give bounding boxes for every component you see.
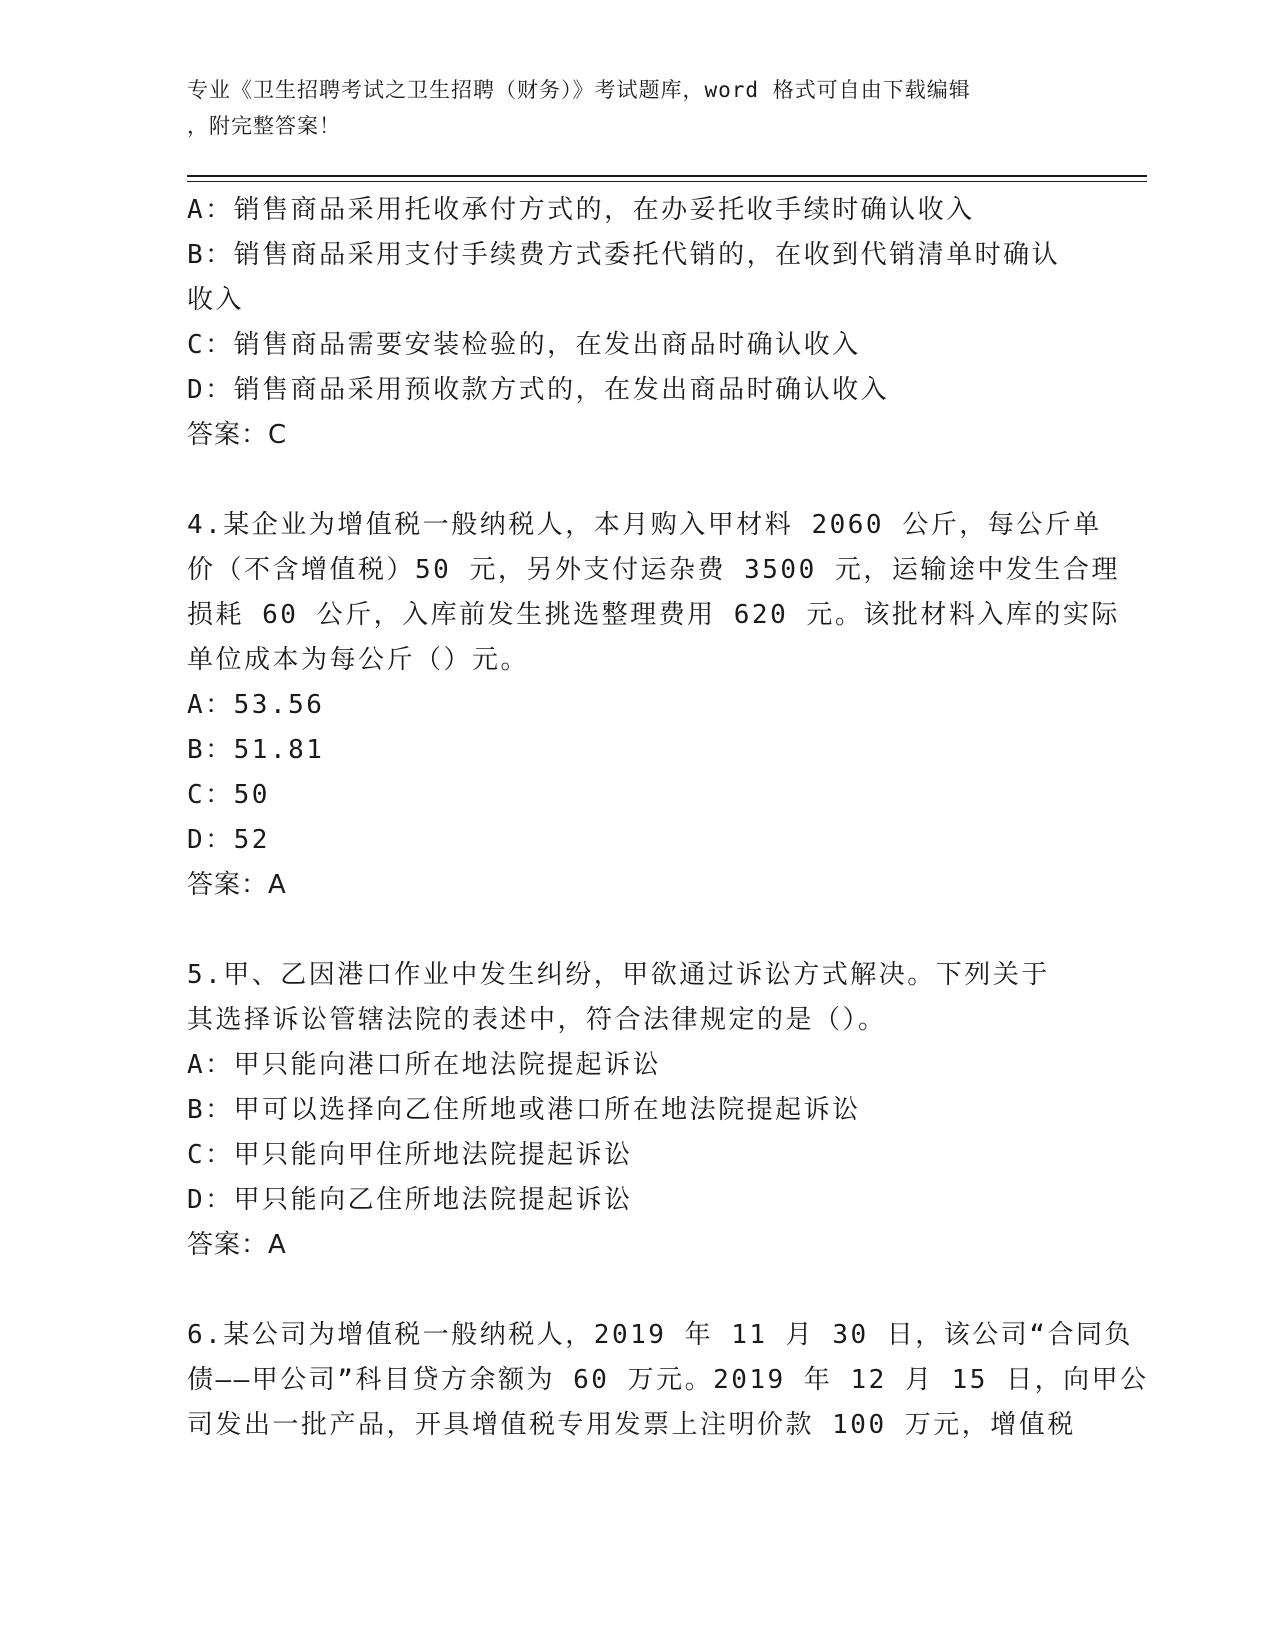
stem-line: 4.某企业为增值税一般纳税人，本月购入甲材料 2060 公斤，每公斤单 [187, 510, 1102, 540]
question-5-answer: 答案：A [187, 1230, 287, 1260]
option-d: D：甲只能向乙住所地法院提起诉讼 [187, 1185, 633, 1215]
option-a: A：甲只能向港口所在地法院提起诉讼 [187, 1050, 662, 1080]
question-5-options [187, 1043, 1087, 1223]
document-header [187, 72, 1067, 144]
question-4-answer: 答案：A [187, 870, 287, 900]
question-4-stem [187, 503, 1120, 683]
option-c: C：销售商品需要安装检验的，在发出商品时确认收入 [187, 330, 861, 360]
stem-line: 损耗 60 公斤，入库前发生挑选整理费用 620 元。该批材料入库的实际 [187, 600, 1120, 630]
option-a: A：53.56 [187, 690, 325, 720]
header-line: 专业《卫生招聘考试之卫生招聘（财务）》考试题库，word 格式可自由下载编辑 [187, 78, 971, 102]
option-d: D：销售商品采用预收款方式的，在发出商品时确认收入 [187, 375, 890, 405]
stem-line: 6.某公司为增值税一般纳税人，2019 年 11 月 30 日，该公司“合同负 [187, 1320, 1133, 1350]
stem-line: 价（不含增值税）50 元，另外支付运杂费 3500 元，运输途中发生合理 [187, 555, 1120, 585]
option-b: B：销售商品采用支付手续费方式委托代销的，在收到代销清单时确认 [187, 240, 1061, 270]
header-rule-thin [187, 181, 1147, 182]
question-3-answer: 答案：C [187, 420, 288, 450]
option-c: C：50 [187, 780, 270, 810]
spacer [187, 908, 1087, 953]
stem-line: 5.甲、乙因港口作业中发生纠纷，甲欲通过诉讼方式解决。下列关于 [187, 960, 1050, 990]
question-5-stem [187, 953, 1087, 1043]
option-b-continued: 收入 [187, 285, 245, 315]
stem-line: 单位成本为每公斤（）元。 [187, 645, 530, 675]
question-5 [187, 953, 1087, 1268]
question-4-options [187, 683, 1087, 863]
document-body [187, 188, 1149, 1448]
stem-line: 其选择诉讼管辖法院的表述中，符合法律规定的是（）。 [187, 1005, 887, 1035]
question-6-stem [187, 1313, 1149, 1448]
option-d: D：52 [187, 825, 270, 855]
header-line: ，附完整答案！ [187, 114, 341, 138]
header-rule-thick [187, 175, 1147, 177]
option-a: A：销售商品采用托收承付方式的，在办妥托收手续时确认收入 [187, 195, 975, 225]
option-c: C：甲只能向甲住所地法院提起诉讼 [187, 1140, 633, 1170]
stem-line: 司发出一批产品，开具增值税专用发票上注明价款 100 万元，增值税 [187, 1410, 1076, 1440]
option-b: B：甲可以选择向乙住所地或港口所在地法院提起诉讼 [187, 1095, 861, 1125]
spacer [187, 1268, 1087, 1313]
question-6 [187, 1313, 1149, 1448]
spacer [187, 458, 1087, 503]
stem-line: 债——甲公司”科目贷方余额为 60 万元。2019 年 12 月 15 日，向甲公 [187, 1365, 1149, 1395]
question-3-options [187, 188, 1087, 413]
question-4 [187, 503, 1120, 908]
option-b: B：51.81 [187, 735, 325, 765]
